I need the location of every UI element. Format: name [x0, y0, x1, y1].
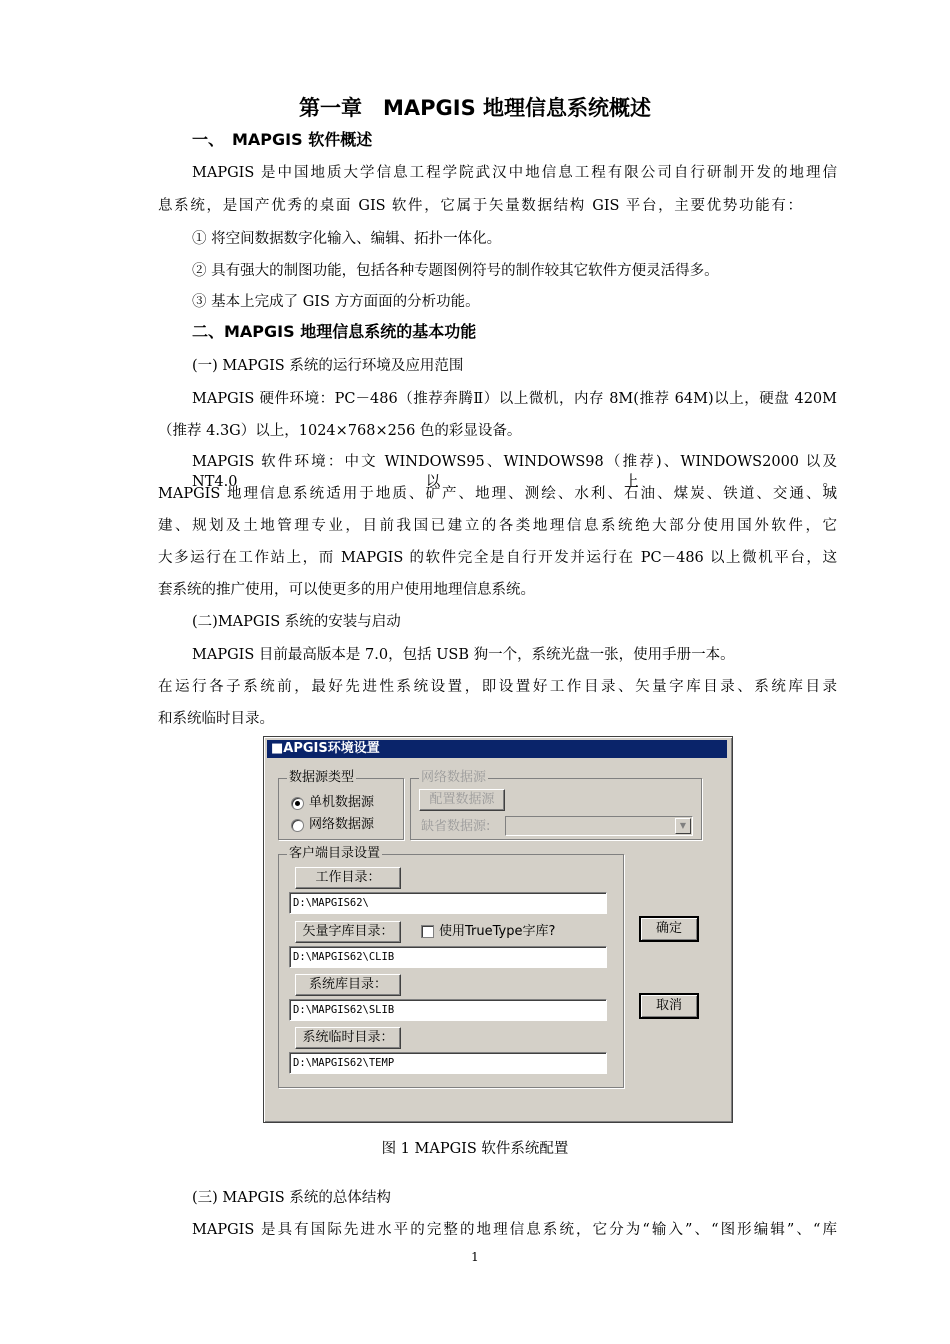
- env-settings-dialog: [263, 736, 733, 1123]
- radio-single-label: 单机数据源: [309, 795, 375, 810]
- hardware-line2: （推荐 4.3G）以上，1024×768×256 色的彩显设备。: [158, 423, 522, 439]
- temp-directory-button[interactable]: 系统临时目录：: [295, 1027, 401, 1049]
- install-line3: 和系统临时目录。: [158, 711, 274, 727]
- default-datasource-select[interactable]: [505, 816, 693, 836]
- datasource-type-group: [278, 770, 404, 840]
- system-library-button[interactable]: 系统库目录：: [295, 974, 401, 996]
- default-datasource-label: 缺省数据源:: [421, 819, 491, 834]
- network-datasource-group: [410, 770, 702, 840]
- radio-network-label: 网络数据源: [309, 817, 375, 832]
- structure-line1: MAPGIS 是具有国际先进水平的完整的地理信息系统，它分为“输入”、“图形编辑”、“库: [192, 1222, 837, 1238]
- radio-network-datasource[interactable]: [291, 819, 304, 832]
- software-line4: 大多运行在工作站上，而 MAPGIS 的软件完全是自行开发并运行在 PC－486 以上微机平台，这: [158, 550, 837, 566]
- software-line2: MAPGIS 地理信息系统适用于地质、矿产、地理、测绘、水利、石油、煤炭、铁道、交通、城: [158, 486, 837, 502]
- datasource-type-label: 数据源类型: [289, 770, 355, 785]
- subsection2-heading: (二)MAPGIS 系统的安装与启动: [192, 614, 401, 630]
- section1-para-line1: MAPGIS 是中国地质大学信息工程学院武汉中地信息工程有限公司自行研制开发的地理信: [192, 165, 837, 181]
- cancel-button[interactable]: 取消: [639, 993, 699, 1019]
- client-directory-group: [278, 846, 624, 1088]
- section1-heading: 一、 MAPGIS 软件概述: [192, 130, 373, 149]
- work-directory-input[interactable]: D:\MAPGIS62\: [289, 892, 607, 914]
- feature-item-1: ① 将空间数据数字化输入、编辑、拓扑一体化。: [192, 231, 502, 247]
- font-directory-button[interactable]: 矢量字库目录：: [295, 921, 401, 943]
- dialog-title-bar: ■APGIS环境设置: [267, 740, 727, 758]
- section1-para-line2: 息系统，是国产优秀的桌面 GIS 软件，它属于矢量数据结构 GIS 平台，主要优势功能有：: [158, 198, 802, 214]
- subsection3-heading: (三) MAPGIS 系统的总体结构: [192, 1190, 391, 1206]
- section2-heading: 二、MAPGIS 地理信息系统的基本功能: [192, 322, 477, 341]
- feature-item-3: ③ 基本上完成了 GIS 方方面面的分析功能。: [192, 294, 480, 310]
- feature-item-2: ② 具有强大的制图功能，包括各种专题图例符号的制作较其它软件方便灵活得多。: [192, 263, 719, 279]
- chapter-title: 第一章 MAPGIS 地理信息系统概述: [298, 96, 652, 120]
- client-directory-label: 客户端目录设置: [289, 846, 381, 861]
- figure-caption: 图 1 MAPGIS 软件系统配置: [381, 1141, 569, 1157]
- font-directory-input[interactable]: D:\MAPGIS62\CLIB: [289, 946, 607, 968]
- software-line1: MAPGIS 软件环境：中文 WINDOWS95、WINDOWS98（推荐)、WINDOWS2000 以及 NT4.0 以上。: [192, 454, 837, 490]
- chevron-down-icon: ▼: [675, 818, 691, 834]
- config-datasource-button[interactable]: 配置数据源: [419, 789, 505, 811]
- subsection1-heading: (一) MAPGIS 系统的运行环境及应用范围: [192, 358, 464, 374]
- ok-button[interactable]: 确定: [639, 916, 699, 942]
- truetype-checkbox[interactable]: [421, 925, 434, 938]
- hardware-line1: MAPGIS 硬件环境：PC－486（推荐奔腾Ⅱ）以上微机，内存 8M(推荐 64M)以上，硬盘 420M: [192, 391, 837, 407]
- work-directory-button[interactable]: 工作目录：: [295, 867, 401, 889]
- install-line1: MAPGIS 目前最高版本是 7.0，包括 USB 狗一个，系统光盘一张，使用手册一本。: [192, 647, 735, 663]
- software-line3: 建、规划及土地管理专业，目前我国已建立的各类地理信息系统绝大部分使用国外软件，它: [158, 518, 837, 534]
- system-library-input[interactable]: D:\MAPGIS62\SLIB: [289, 999, 607, 1021]
- temp-directory-input[interactable]: D:\MAPGIS62\TEMP: [289, 1052, 607, 1074]
- install-line2: 在运行各子系统前，最好先进性系统设置，即设置好工作目录、矢量字库目录、系统库目录: [158, 679, 837, 695]
- truetype-label: 使用TrueType字库?: [439, 924, 556, 939]
- network-datasource-label: 网络数据源: [421, 770, 487, 785]
- page-number: 1: [471, 1250, 479, 1264]
- radio-single-datasource[interactable]: [291, 797, 304, 810]
- software-line5: 套系统的推广使用，可以使更多的用户使用地理信息系统。: [158, 582, 535, 598]
